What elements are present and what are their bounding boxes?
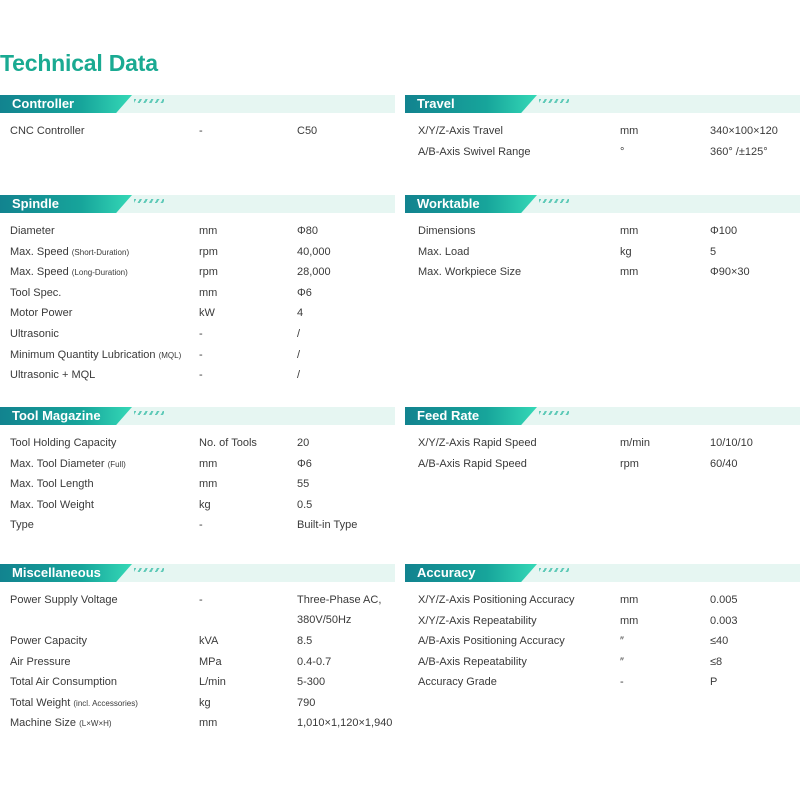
spec-label: Tool Spec. <box>10 286 62 299</box>
spec-label: Ultrasonic + MQL <box>10 369 96 382</box>
spec-label: X/Y/Z-Axis Positioning Accuracy <box>418 594 575 606</box>
spec-label: A/B-Axis Repeatability <box>418 655 527 668</box>
spec-unit: mm <box>620 594 639 606</box>
spec-label: A/B-Axis Positioning Accuracy <box>418 635 565 648</box>
section-title: Feed Rate <box>417 408 480 423</box>
section-title: Worktable <box>417 196 480 211</box>
section-feed-rate <box>405 407 800 475</box>
spec-label: Max. Speed (Long-Duration) <box>10 266 128 279</box>
spec-row <box>0 673 395 694</box>
spec-value: 8.5 <box>297 635 313 647</box>
spec-unit: rpm <box>199 245 218 258</box>
spec-value: ≤8 <box>710 655 723 668</box>
spec-unit: m/min <box>620 437 650 449</box>
spec-note: (Long-Duration) <box>71 268 128 278</box>
spec-unit: ″ <box>620 635 624 648</box>
spec-note: (incl. Accessories) <box>73 698 138 708</box>
spec-row <box>405 673 800 694</box>
spec-unit: kg <box>199 498 211 511</box>
spec-label: Max. Workpiece Size <box>418 266 522 279</box>
stripes-decoration <box>539 411 569 415</box>
spec-note: (Full) <box>107 459 126 469</box>
spec-value: Φ6 <box>297 457 312 470</box>
spec-unit: rpm <box>620 457 639 470</box>
spec-unit: mm <box>199 478 218 491</box>
spec-row <box>405 263 800 284</box>
spec-value: 10/10/10 <box>710 437 753 449</box>
spec-unit: No. of Tools <box>199 437 257 449</box>
spec-label: Max. Tool Length <box>10 478 94 491</box>
stripes-decoration <box>134 411 164 415</box>
section-header <box>405 564 800 582</box>
spec-row <box>405 143 800 164</box>
spec-row <box>0 222 395 243</box>
spec-value: Φ6 <box>297 286 312 299</box>
spec-unit: kg <box>620 245 632 258</box>
spec-unit: mm <box>620 614 639 627</box>
stripes-decoration <box>539 99 569 103</box>
section-header <box>0 95 395 113</box>
spec-label: Max. Speed (Short-Duration) <box>10 245 130 258</box>
spec-row <box>405 243 800 264</box>
spec-label: Air Pressure <box>10 655 71 668</box>
spec-value: / <box>297 369 301 382</box>
stripes-decoration <box>539 568 569 572</box>
spec-unit: - <box>199 594 203 606</box>
spec-row <box>405 653 800 674</box>
spec-row <box>0 714 395 735</box>
spec-value: 0.003 <box>710 614 738 627</box>
spec-row <box>0 496 395 517</box>
spec-row <box>0 434 395 455</box>
spec-label: Max. Load <box>418 245 470 258</box>
spec-unit: - <box>199 519 203 532</box>
spec-unit: - <box>199 348 203 361</box>
spec-unit: - <box>199 369 203 382</box>
spec-value: Φ90×30 <box>710 266 750 279</box>
spec-value: 4 <box>297 307 304 320</box>
section-tool-magazine <box>0 407 395 537</box>
spec-row <box>405 222 800 243</box>
spec-value: 55 <box>297 478 310 491</box>
spec-note: (MQL) <box>158 350 182 360</box>
section-header <box>405 95 800 113</box>
spec-row <box>0 325 395 346</box>
spec-row <box>0 284 395 305</box>
spec-unit: mm <box>620 225 639 237</box>
spec-note: (L×W×H) <box>79 719 112 729</box>
spec-row <box>405 632 800 653</box>
section-header <box>0 564 395 582</box>
spec-row <box>0 455 395 476</box>
spec-value: C50 <box>297 125 318 137</box>
spec-unit: mm <box>199 717 218 730</box>
spec-row <box>0 632 395 653</box>
spec-value: 790 <box>297 696 316 709</box>
spec-label: Machine Size (L×W×H) <box>10 717 112 730</box>
spec-row <box>0 591 395 632</box>
spec-label: X/Y/Z-Axis Rapid Speed <box>418 437 537 449</box>
spec-label: A/B-Axis Swivel Range <box>418 145 531 158</box>
spec-value: 0.4-0.7 <box>297 655 332 668</box>
spec-label: Accuracy Grade <box>418 676 497 689</box>
spec-unit: ″ <box>620 655 624 668</box>
spec-row <box>0 304 395 325</box>
stripes-decoration <box>134 568 164 572</box>
spec-value: / <box>297 348 301 361</box>
spec-value: 340×100×120 <box>710 125 778 137</box>
spec-unit: kVA <box>199 635 219 647</box>
spec-unit: ° <box>620 145 625 158</box>
section-header <box>0 195 395 213</box>
spec-row <box>0 516 395 537</box>
spec-unit: kW <box>199 307 215 320</box>
section-title: Miscellaneous <box>12 565 101 580</box>
stripes-decoration <box>134 199 164 203</box>
spec-unit: - <box>199 327 203 340</box>
spec-label: X/Y/Z-Axis Repeatability <box>418 614 537 627</box>
stripes-decoration <box>134 99 164 103</box>
spec-unit: MPa <box>199 655 222 668</box>
spec-unit: mm <box>199 286 218 299</box>
spec-label: CNC Controller <box>10 125 85 137</box>
spec-row <box>405 122 800 143</box>
spec-label: Total Weight (incl. Accessories) <box>10 696 138 709</box>
spec-unit: mm <box>620 266 639 279</box>
section-title: Controller <box>12 96 75 111</box>
spec-label: Motor Power <box>10 307 73 320</box>
spec-row <box>0 475 395 496</box>
spec-value-line2: 380V/50Hz <box>297 614 352 626</box>
section-spindle <box>0 195 395 387</box>
spec-unit: kg <box>199 696 211 709</box>
section-header <box>405 407 800 425</box>
section-worktable <box>405 195 800 284</box>
spec-unit: mm <box>620 125 639 137</box>
spec-row <box>0 346 395 367</box>
spec-row <box>0 122 395 143</box>
spec-value: 0.5 <box>297 498 313 511</box>
section-title: Tool Magazine <box>12 408 101 423</box>
spec-value: 40,000 <box>297 245 331 258</box>
spec-unit: mm <box>199 225 218 237</box>
spec-label: Tool Holding Capacity <box>10 437 117 449</box>
spec-note: (Short-Duration) <box>71 247 130 257</box>
spec-label: A/B-Axis Rapid Speed <box>418 457 527 470</box>
section-controller <box>0 95 395 143</box>
spec-value: Φ80 <box>297 225 319 237</box>
spec-label: Power Supply Voltage <box>10 594 118 606</box>
spec-value: / <box>297 327 301 340</box>
spec-value: Built-in Type <box>297 519 358 532</box>
spec-value: 360° /±125° <box>710 145 768 158</box>
spec-unit: mm <box>199 457 218 470</box>
spec-value: 20 <box>297 437 310 449</box>
spec-row <box>405 434 800 455</box>
spec-label: Dimensions <box>418 225 476 237</box>
page-title: Technical Data <box>0 50 158 76</box>
spec-value: 5 <box>710 245 717 258</box>
spec-row <box>0 366 395 387</box>
spec-unit: L/min <box>199 676 226 689</box>
spec-label: X/Y/Z-Axis Travel <box>418 125 503 137</box>
spec-label: Total Air Consumption <box>10 676 117 689</box>
stripes-decoration <box>539 199 569 203</box>
spec-unit: rpm <box>199 266 218 279</box>
spec-value: 0.005 <box>710 594 738 606</box>
section-header <box>405 195 800 213</box>
spec-value: P <box>710 676 718 689</box>
section-title: Spindle <box>12 196 59 211</box>
section-title: Accuracy <box>417 565 476 580</box>
spec-value: 1,010×1,120×1,940 <box>297 717 393 730</box>
section-title: Travel <box>417 96 455 111</box>
spec-unit: - <box>620 676 624 689</box>
section-accuracy <box>405 564 800 694</box>
spec-label: Ultrasonic <box>10 327 59 340</box>
spec-value: ≤40 <box>710 635 729 648</box>
spec-row <box>0 243 395 264</box>
spec-label: Max. Tool Weight <box>10 498 94 511</box>
spec-row <box>405 612 800 633</box>
spec-row <box>0 653 395 674</box>
spec-value: 5-300 <box>297 676 326 689</box>
section-header <box>0 407 395 425</box>
spec-row <box>405 455 800 476</box>
spec-row <box>0 694 395 715</box>
spec-row <box>405 591 800 612</box>
spec-label: Max. Tool Diameter (Full) <box>10 457 126 470</box>
spec-value: Φ100 <box>710 225 738 237</box>
spec-label: Diameter <box>10 225 55 237</box>
spec-row <box>0 263 395 284</box>
spec-label: Power Capacity <box>10 635 88 647</box>
spec-unit: - <box>199 125 203 137</box>
spec-value: 60/40 <box>710 457 738 470</box>
section-miscellaneous <box>0 564 395 735</box>
spec-label: Minimum Quantity Lubrication (MQL) <box>10 348 182 361</box>
spec-value: 28,000 <box>297 266 331 279</box>
spec-label: Type <box>10 519 34 532</box>
section-travel <box>405 95 800 163</box>
spec-value: Three-Phase AC, 380V/50Hz <box>297 594 382 626</box>
